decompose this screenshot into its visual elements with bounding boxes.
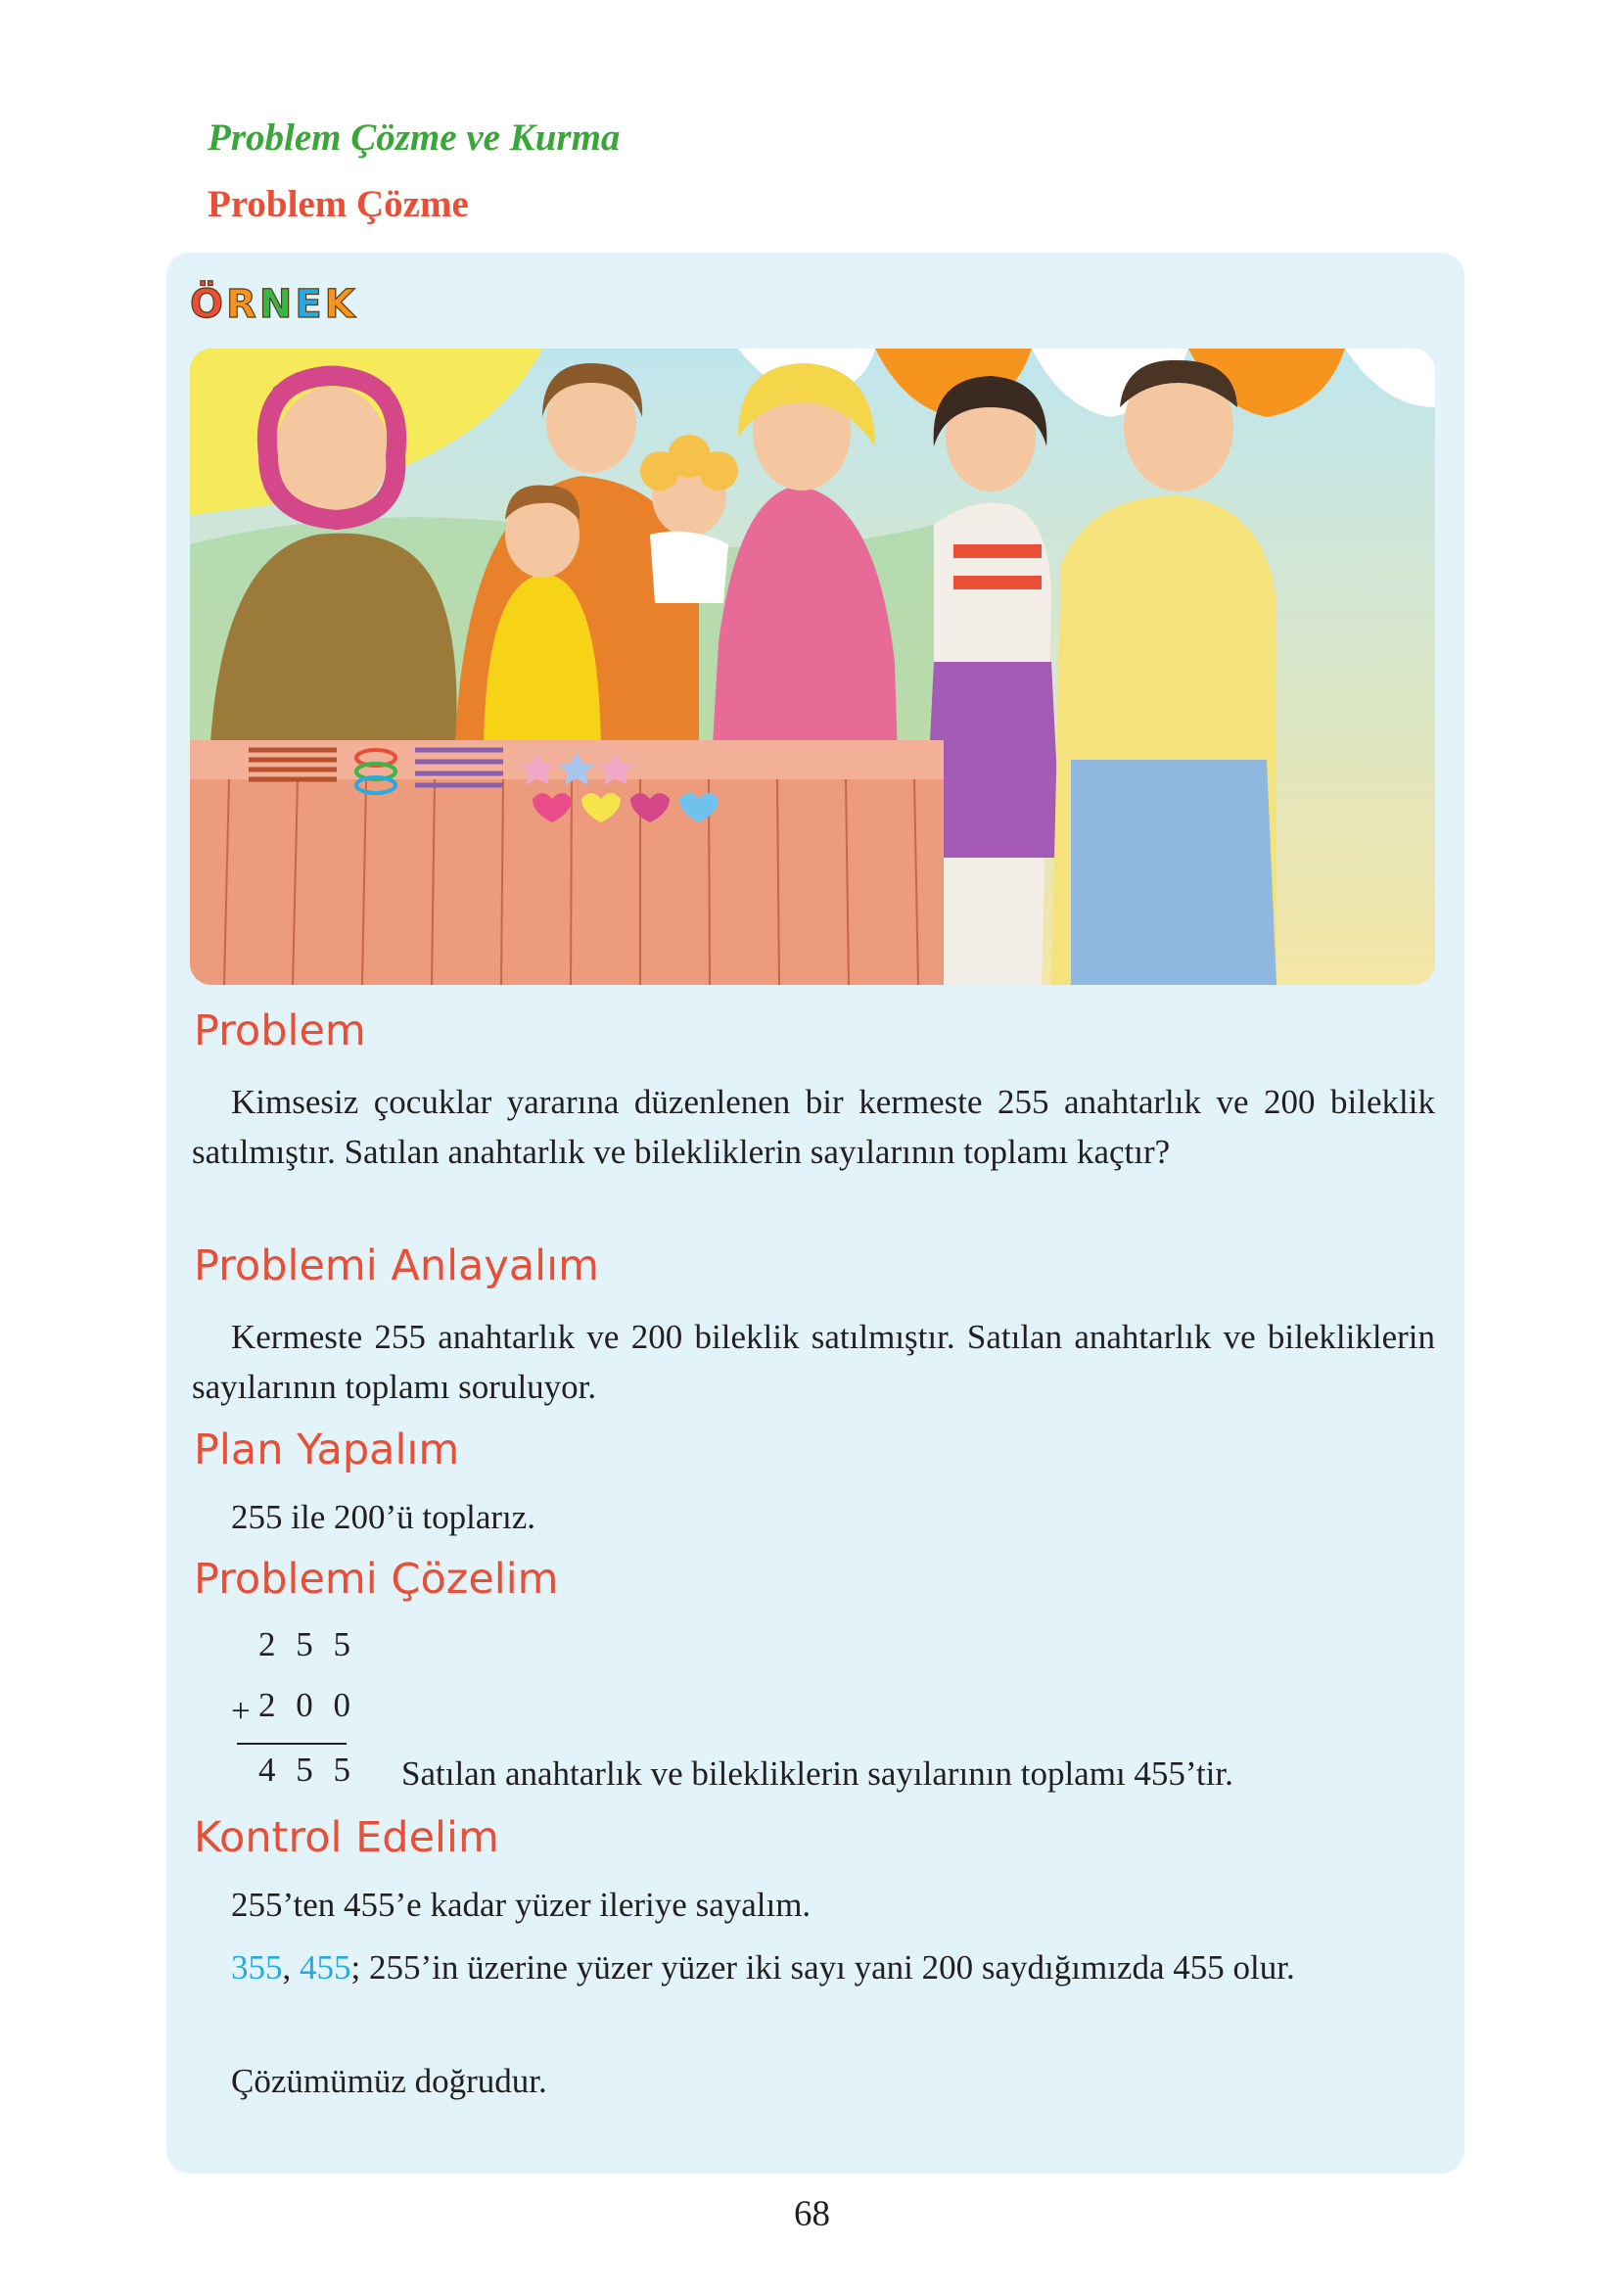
example-label-letter: K — [324, 282, 358, 327]
check-line-1: 255’ten 455’e kadar yüzer ileriye sayalım. — [231, 1886, 812, 1924]
addend-1: 2 5 5 — [258, 1625, 356, 1663]
count-sep: , — [282, 1948, 300, 1987]
heading-solve: Problemi Çözelim — [194, 1555, 559, 1604]
check-line-2 — [192, 1942, 1435, 1992]
check-line-2-rest: ; 255’in üzerine yüzer yüzer iki sayı yani 200 saydığımızda 455 olur. — [350, 1948, 1295, 1987]
count-455: 455 — [300, 1948, 351, 1987]
understand-text: Kermeste 255 anahtarlık ve 200 bileklik satılmıştır. Satılan anahtarlık ve bilekliklerin sayılarının toplamı soruluyor. — [192, 1318, 1435, 1406]
example-label-letter: N — [258, 282, 296, 327]
plus-sign: + — [231, 1692, 251, 1730]
sum-result: 4 5 5 — [258, 1751, 356, 1789]
example-label-letter: Ö — [190, 282, 227, 327]
addend-2: 2 0 0 — [258, 1686, 356, 1724]
example-label-letter: E — [295, 282, 325, 327]
count-355: 355 — [231, 1948, 283, 1987]
example-label-letter: R — [226, 282, 259, 327]
kermes-illustration — [190, 349, 1435, 985]
sum-line — [237, 1743, 347, 1745]
plan-text: 255 ile 200’ü toplarız. — [231, 1498, 536, 1536]
check-line-3: Çözümümüz doğrudur. — [231, 2062, 547, 2100]
heading-check: Kontrol Edelim — [194, 1813, 499, 1862]
heading-problem: Problem — [194, 1006, 366, 1055]
result-text: Satılan anahtarlık ve bilekliklerin sayılarının toplamı 455’tir. — [401, 1754, 1233, 1793]
page-number: 68 — [794, 2194, 830, 2234]
example-box — [166, 253, 1464, 2174]
chapter-title: Problem Çözme ve Kurma — [208, 117, 621, 159]
example-label — [190, 282, 358, 327]
section-title: Problem Çözme — [208, 183, 469, 225]
problem-text: Kimsesiz çocuklar yararına düzenlenen bir kermeste 255 anahtarlık ve 200 bileklik satılmıştır. Satılan anahtarlık ve bilekliklerin sayılarının toplamı kaçtır? — [192, 1083, 1435, 1171]
heading-plan: Plan Yapalım — [194, 1426, 460, 1474]
heading-understand: Problemi Anlayalım — [194, 1241, 599, 1290]
